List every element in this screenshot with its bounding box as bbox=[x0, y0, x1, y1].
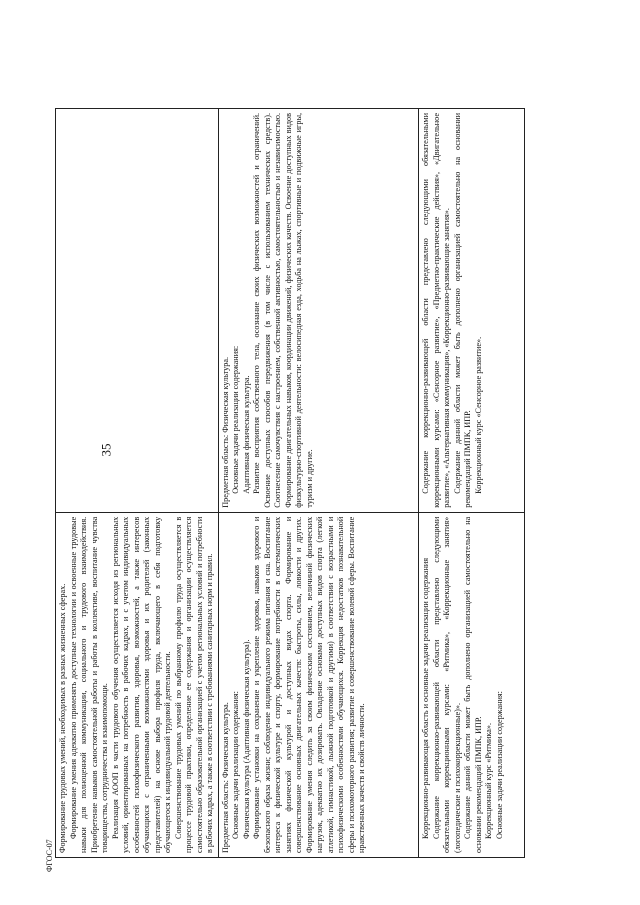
paragraph: Содержание данной области может быть дополнено организацией самостоятельно на основании рекомендаций ПМПК, ИПР. bbox=[452, 113, 473, 508]
paragraph: Предметная область: Физическая культура. bbox=[220, 357, 230, 508]
paragraph: Коррекционно-развивающая область и основные задачи реализации содержания bbox=[421, 557, 431, 839]
paragraph: Содержание коррекционно-развивающей области представлено следующими обязательными коррекционными курсами: «Ритмика», «Коррекционные занятия» (логопедические и психокоррекционные)». bbox=[431, 516, 462, 853]
paragraph: Физическая культура (Адаптивная физическая культура). bbox=[241, 639, 251, 839]
rotated-table bbox=[55, 108, 525, 858]
cell-left-1 bbox=[56, 512, 219, 857]
cell-right-1 bbox=[56, 109, 219, 513]
table-row bbox=[218, 109, 419, 858]
paragraph: Реализация АООП в части трудового обучения осуществляется исходя из региональных условий, ориентированных на потребность в рабочих кадрах, и с учетом индивидуальных особенностей психофизического развития, здоровья, возможностей, а также интересов обучающихся с ограниченными возможностями здоровья и их родителей (законных представителей) на основе выбора профиля труда, включающего в себя подготовку обучающегося к индивидуальной трудовой деятельности. bbox=[110, 516, 172, 853]
paragraph: Основные задачи реализации содержания: bbox=[231, 691, 240, 839]
paragraph: Развитие восприятия собственного тела, осознание своих физических возможностей и ограничений. Освоение доступных способов передвижения (в том числе с использованием технических средств). Соотнесение самочувствия с настроением, собственной активностью, самостоятельностью и независимостью. Формирование двигательных навыков, координации движений, физических качеств. Освоение доступных видов физкультурно-спортивной деятельности: велосипедная езда, ходьба на лыжах, спортивные и подвижные игры, туризм и другие. bbox=[252, 113, 314, 508]
cell-left-3 bbox=[419, 512, 525, 857]
paragraph: Содержание данной области может быть дополнено организацией самостоятельно на основании рекомендаций ПМПК, ИПР. bbox=[463, 516, 483, 853]
paragraph: Основные задачи реализации содержания: bbox=[231, 345, 240, 494]
content-table bbox=[55, 108, 525, 858]
cell-right-2 bbox=[218, 109, 419, 513]
paragraph: Формирование установки на сохранение и укрепление здоровья, навыков здорового и безопасного образа жизни; соблюдение индивидуального режима питания и сна. Воспитание интереса к физической культуре и спорту, формирование потребности в систематических занятиях физической культурой и доступных видах спорта. Формирование и совершенствование основных двигательных качеств: быстроты, силы, ловкости и других. Формирование умения следить за своим физическим состоянием, величиной физических нагрузок, адекватно их дозировать. Овладение основами доступных видов спорта (легкой атлетикой, гимнастикой, лыжной подготовкой и другими) в соответствии с возрастными и психофизическими особенностями обучающихся. Коррекция недостатков познавательной сферы и психомоторного развития; развитие и совершенствование волевой сферы. Воспитание нравственных качеств и свойств личности. bbox=[252, 516, 366, 853]
footer-code: ФГОС-07 bbox=[45, 839, 54, 872]
paragraph: Содержание коррекционно-развивающей области представлено следующими обязательными коррекционными курсами: «Сенсорное развитие», «Предметно-практические действия», «Двигательное развитие», «Альтернативная коммуникация», «Коррекционно-развивающие занятия». bbox=[421, 113, 452, 508]
paragraph: Формирование умения адекватно применять доступные технологии и освоенные трудовые навыки для полноценной коммуникации, социального и трудового взаимодействия. Приобретение навыков самостоятельной работы и работы в коллективе, воспитание чувства товарищества, сотрудничества и взаимопомощи. bbox=[68, 516, 109, 853]
cell-left-2 bbox=[218, 512, 419, 857]
paragraph: Коррекционный курс «Ритмика». bbox=[484, 722, 494, 839]
paragraph: Коррекционный курс «Сенсорное развитие». bbox=[473, 336, 483, 494]
page-number: 35 bbox=[98, 443, 114, 457]
table-row bbox=[419, 109, 525, 858]
cell-right-3 bbox=[419, 109, 525, 513]
paragraph: Предметная область: Физическая культура. bbox=[220, 702, 230, 853]
paragraph: Совершенствование трудовых умений по выбранному профилю труда осуществляется в процессе трудовой практики, определение ее содержания и организации осуществляется самостоятельно образовательной организацией с учетом региональных условий и потребности в рабочих кадрах, а также в соответствии с требованиями санитарных норм и правил. bbox=[173, 516, 214, 853]
paragraph: Основные задачи реализации содержания: bbox=[494, 691, 504, 839]
paragraph: Адаптивная физическая культура. bbox=[241, 375, 251, 494]
table-row bbox=[56, 109, 219, 858]
paragraph: Формирование трудовых умений, необходимых в разных жизненных сферах. bbox=[58, 583, 67, 853]
